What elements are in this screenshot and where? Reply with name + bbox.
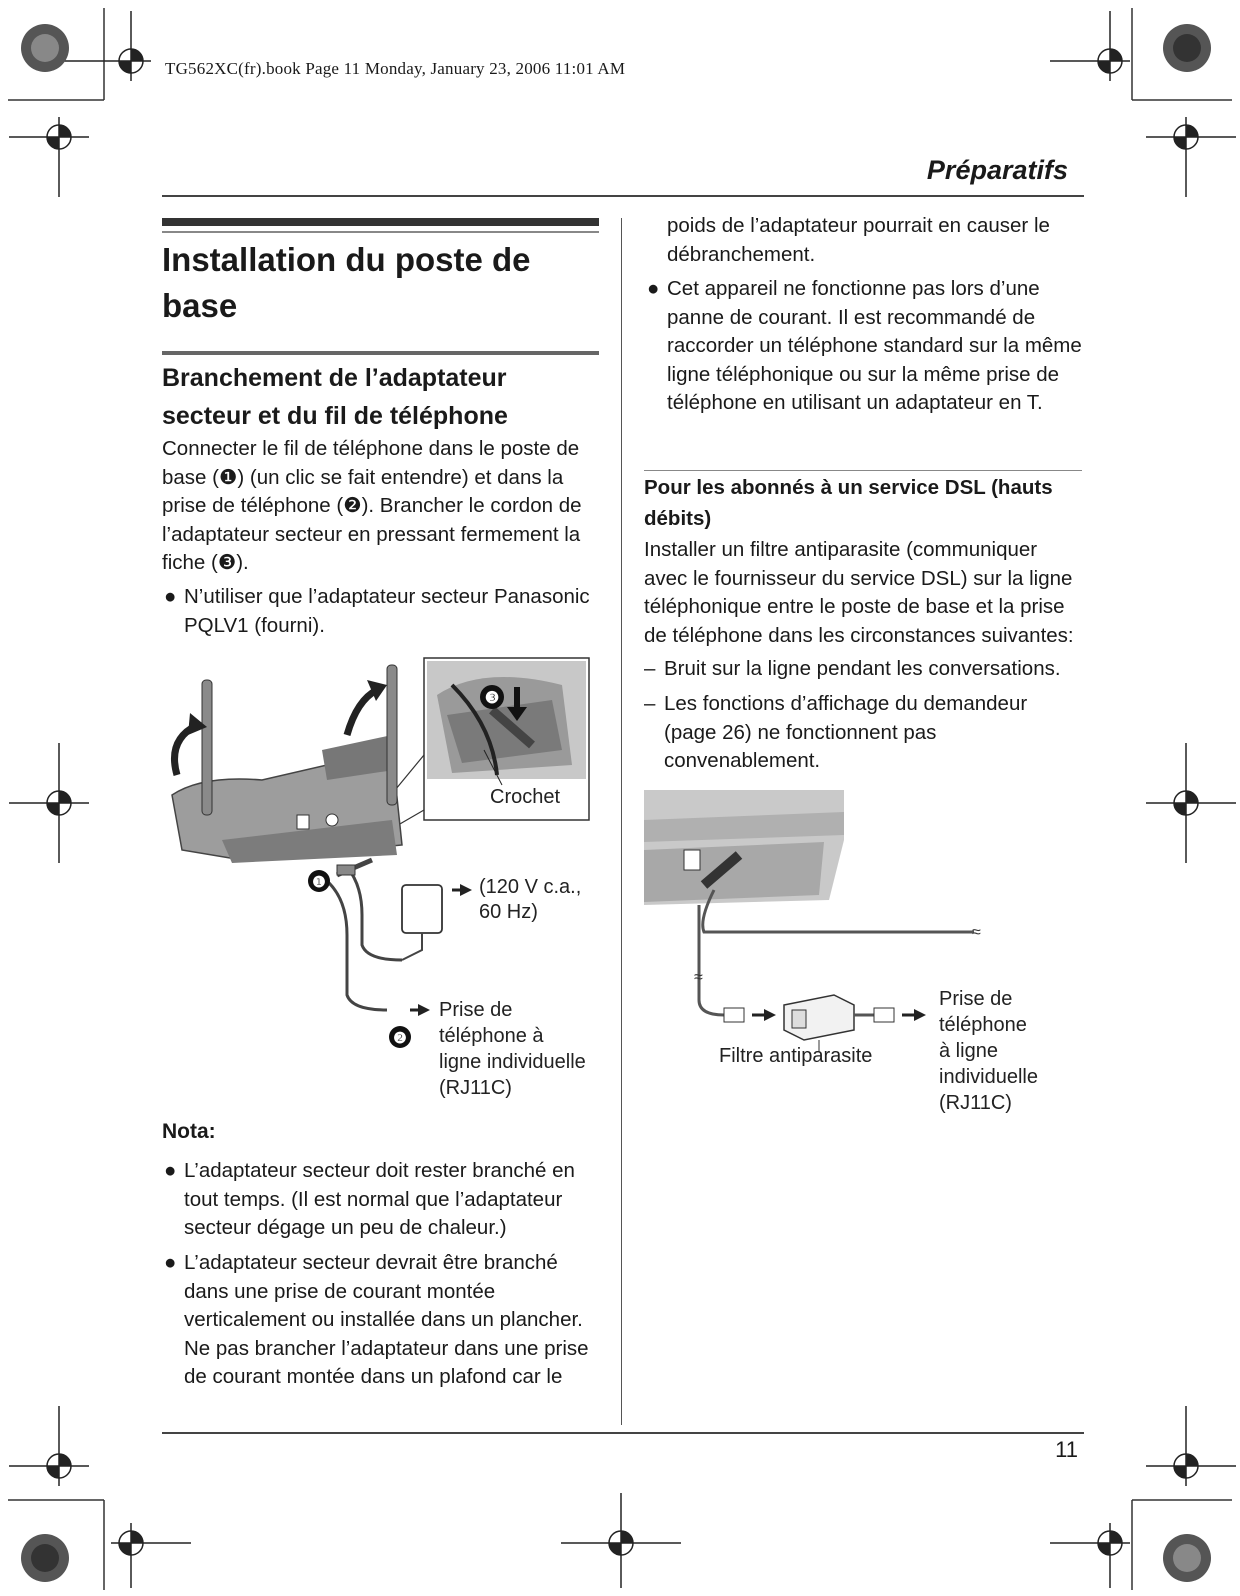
footer-rule xyxy=(162,1432,1084,1434)
section-label: Préparatifs xyxy=(926,155,1068,185)
svg-text:≈: ≈ xyxy=(972,924,981,941)
subtitle-bar xyxy=(162,351,599,355)
page-number: 11 xyxy=(1055,1437,1078,1462)
bullet-text: N’utiliser que l’adaptateur secteur Panasonic PQLV1 (fourni). xyxy=(184,585,590,637)
power-label-line1: (120 V c.a., xyxy=(479,876,582,898)
continued-text: poids de l’adaptateur pourrait en causer le débranchement. xyxy=(667,214,1050,266)
dsl-item-2: – Les fonctions d’affichage du demandeur (page 26) ne fonctionnent pas convenablement. xyxy=(644,692,1028,773)
adapter-bullet xyxy=(164,583,602,640)
jack-line4: individuelle xyxy=(939,1066,1038,1088)
print-job-header: TG562XC(fr).book Page 11 Monday, January 23, 2006 11:01 AM xyxy=(165,59,626,78)
note-heading: Nota: xyxy=(162,1120,216,1143)
bullet-dot-icon: ● xyxy=(164,585,177,608)
subtitle: Branchement de l’adaptateur secteur et du fil de téléphone xyxy=(162,364,508,430)
jack-line3: à ligne xyxy=(939,1040,998,1062)
dsl-item-1: – Bruit sur la ligne pendant les conversations. xyxy=(644,657,1061,680)
svg-text:≈: ≈ xyxy=(694,969,703,986)
note-text-1: L’adaptateur secteur doit rester branché en tout temps. (Il est normal que l’adaptateur secteur dégage un peu de chaleur.) xyxy=(184,1159,575,1240)
bullet-dot-icon: ● xyxy=(647,277,660,300)
power-outage-bullet xyxy=(647,275,1085,418)
jack-label-line2: téléphone à xyxy=(439,1025,544,1047)
dsl-heading: Pour les abonnés à un service DSL (hauts débits) xyxy=(644,476,1053,530)
note-text-2: L’adaptateur secteur devrait être branché dans une prise de courant montée verticalement ou installée dans un plancher. Ne pas brancher l’adaptateur dans une prise de courant montée dans un plafond car le xyxy=(184,1251,589,1389)
jack-label-line4: (RJ11C) xyxy=(439,1077,512,1099)
intro-paragraph: Connecter le fil de téléphone dans le poste de base (❶) (un clic se fait entendre) et dans la prise de téléphone (❷). Brancher le cordon de l’adaptateur secteur en pressant fermement la fiche (❸). xyxy=(162,437,582,575)
title-bar-thin xyxy=(162,231,599,233)
header-rule xyxy=(162,195,1084,197)
dsl-filter-figure xyxy=(644,790,1084,1130)
dsl-item-2-text: Les fonctions d’affichage du demandeur (page 26) ne fonctionnent pas convenablement. xyxy=(664,692,1028,773)
hook-label: Crochet xyxy=(490,786,561,808)
note-bullet-2 xyxy=(164,1249,602,1392)
callout-3-in-inset: ❸ xyxy=(484,690,500,707)
power-label-line2: 60 Hz) xyxy=(479,901,538,923)
dsl-rule xyxy=(644,470,1082,471)
dsl-item-1-text: Bruit sur la ligne pendant les conversations. xyxy=(664,657,1061,680)
filter-label: Filtre antiparasite xyxy=(719,1045,873,1067)
note-bullet-1 xyxy=(164,1157,602,1243)
callout-1: ❶ xyxy=(312,874,326,891)
jack-label-line3: ligne individuelle xyxy=(439,1051,586,1073)
title-bar xyxy=(162,218,599,226)
base-unit-figure xyxy=(162,655,602,1105)
callout-2: ❷ xyxy=(393,1030,407,1047)
jack-line5: (RJ11C) xyxy=(939,1092,1012,1114)
power-outage-text: Cet appareil ne fonctionne pas lors d’une panne de courant. Il est recommandé de raccorder un téléphone standard sur la même ligne téléphonique ou sur la même prise de téléphone en utilisant un adaptateur en T. xyxy=(667,277,1082,415)
jack-label-line1: Prise de xyxy=(439,999,513,1021)
jack-line2: téléphone xyxy=(939,1014,1027,1036)
page-title: Installation du poste de base xyxy=(162,241,531,324)
column-separator xyxy=(621,218,622,1425)
dsl-paragraph: Installer un filtre antiparasite (communiquer avec le fournisseur du service DSL) sur la ligne téléphonique entre le poste de base et la prise de téléphone dans les circonstances suivantes: xyxy=(644,538,1074,647)
bullet-dot-icon: ● xyxy=(164,1251,177,1274)
jack-line1: Prise de xyxy=(939,988,1013,1010)
bullet-dot-icon: ● xyxy=(164,1159,177,1182)
